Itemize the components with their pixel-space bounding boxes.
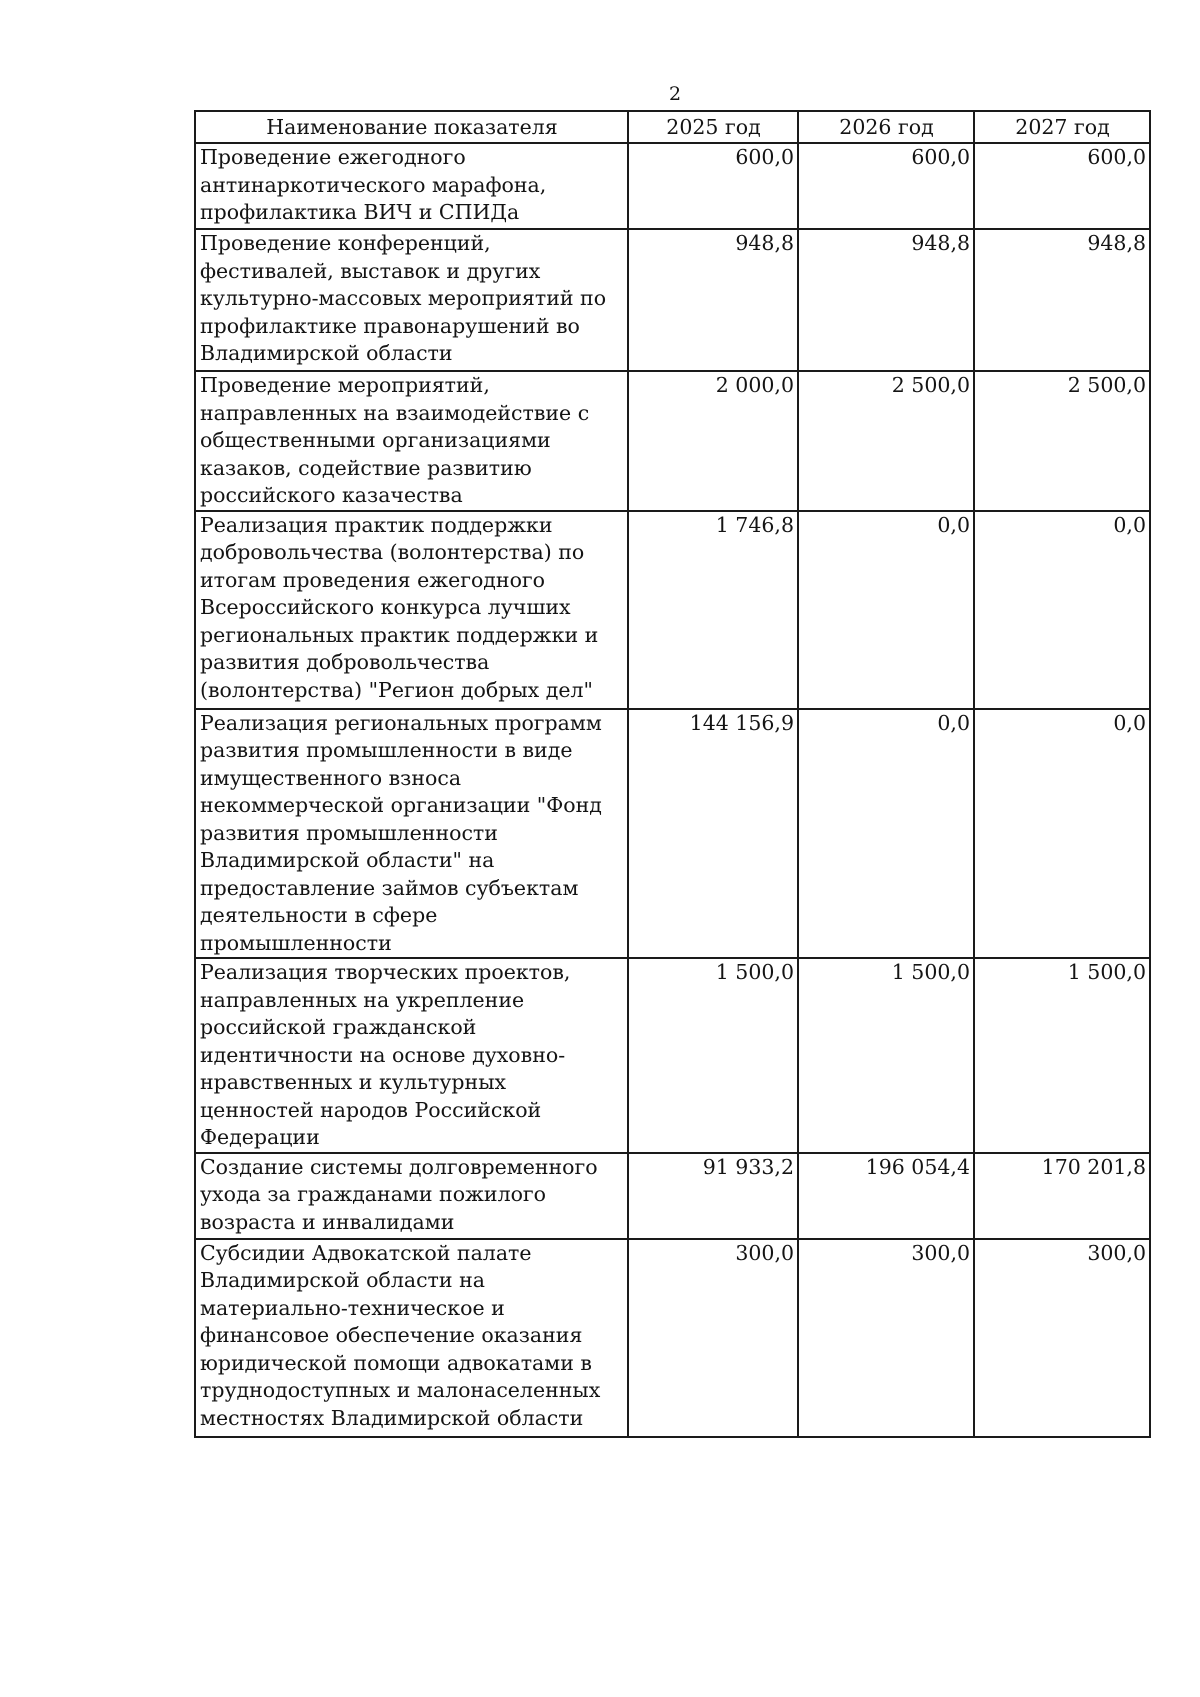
value-2027: 0,0: [974, 511, 1150, 709]
header-year-2026: 2026 год: [798, 111, 974, 143]
indicator-name: Реализация творческих проектов, направленных на укрепление российской гражданской идентичности на основе духовно-нравственных и культурных ценностей народов Российской Федерации: [195, 958, 628, 1153]
value-2027: 948,8: [974, 229, 1150, 371]
value-2026: 196 054,4: [798, 1153, 974, 1239]
table-row: [195, 1153, 1150, 1239]
value-2026: 2 500,0: [798, 371, 974, 511]
value-2027: 2 500,0: [974, 371, 1150, 511]
indicator-name: Создание системы долговременного ухода за гражданами пожилого возраста и инвалидами: [195, 1153, 628, 1239]
value-2025: 948,8: [628, 229, 798, 371]
budget-table: [194, 110, 1151, 1438]
table-row: [195, 511, 1150, 709]
page-number: 2: [668, 83, 682, 105]
header-indicator-name: Наименование показателя: [195, 111, 628, 143]
table-header-row: [195, 111, 1150, 143]
header-year-2025: 2025 год: [628, 111, 798, 143]
value-2026: 0,0: [798, 709, 974, 959]
table-row: [195, 958, 1150, 1153]
value-2027: 300,0: [974, 1239, 1150, 1437]
value-2025: 600,0: [628, 143, 798, 229]
value-2026: 0,0: [798, 511, 974, 709]
value-2025: 1 746,8: [628, 511, 798, 709]
value-2026: 948,8: [798, 229, 974, 371]
table-row: [195, 709, 1150, 959]
indicator-name: Проведение ежегодного антинаркотического марафона, профилактика ВИЧ и СПИДа: [195, 143, 628, 229]
table-row: [195, 229, 1150, 371]
header-year-2027: 2027 год: [974, 111, 1150, 143]
value-2027: 170 201,8: [974, 1153, 1150, 1239]
indicator-name: Реализация региональных программ развития промышленности в виде имущественного взноса некоммерческой организации "Фонд развития промышленности Владимирской области" на предоставление займов субъектам деятельности в сфере промышленности: [195, 709, 628, 959]
value-2026: 600,0: [798, 143, 974, 229]
indicator-name: Проведение мероприятий, направленных на взаимодействие с общественными организациями казаков, содействие развитию российского казачества: [195, 371, 628, 511]
table-row: [195, 143, 1150, 229]
value-2027: 0,0: [974, 709, 1150, 959]
indicator-name: Проведение конференций, фестивалей, выставок и других культурно-массовых мероприятий по профилактике правонарушений во Владимирской области: [195, 229, 628, 371]
table-row: [195, 371, 1150, 511]
value-2026: 300,0: [798, 1239, 974, 1437]
value-2025: 300,0: [628, 1239, 798, 1437]
indicator-name: Субсидии Адвокатской палате Владимирской области на материально-техническое и финансовое обеспечение оказания юридической помощи адвокатами в труднодоступных и малонаселенных местностях Владимирской области: [195, 1239, 628, 1437]
value-2025: 91 933,2: [628, 1153, 798, 1239]
value-2026: 1 500,0: [798, 958, 974, 1153]
indicator-name: Реализация практик поддержки добровольчества (волонтерства) по итогам проведения ежегодного Всероссийского конкурса лучших региональных практик поддержки и развития добровольчества (волонтерства) "Регион добрых дел": [195, 511, 628, 709]
table-row: [195, 1239, 1150, 1437]
value-2025: 2 000,0: [628, 371, 798, 511]
value-2025: 144 156,9: [628, 709, 798, 959]
value-2027: 1 500,0: [974, 958, 1150, 1153]
value-2025: 1 500,0: [628, 958, 798, 1153]
value-2027: 600,0: [974, 143, 1150, 229]
